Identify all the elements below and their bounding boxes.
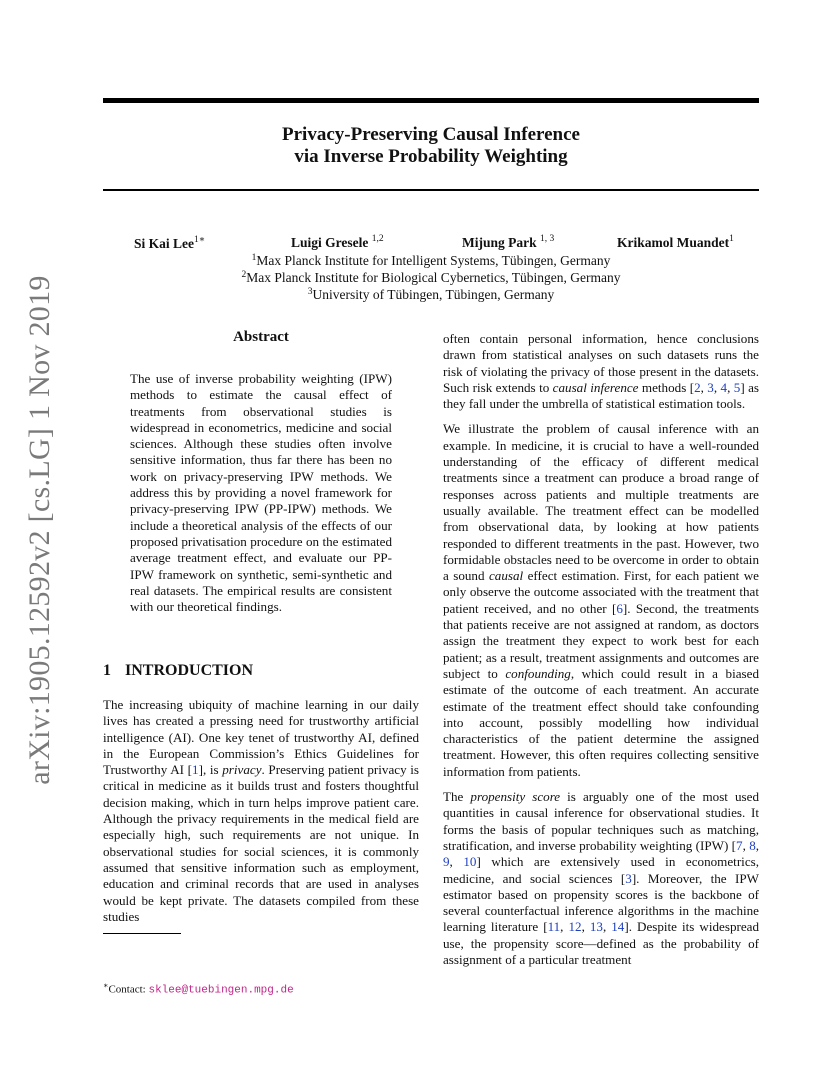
author-name: Si Kai Lee bbox=[134, 236, 194, 251]
text-run: often contain personal information, hence conclusions drawn from statistical analyses on such datasets runs the risk of violating the privacy of those present in the datasets. Such risk extends to bbox=[443, 331, 759, 395]
citation-link[interactable]: 8 bbox=[749, 837, 756, 853]
affiliation-3 bbox=[103, 284, 759, 303]
text-run: ]. Despite its widespread use, the propensity score—defined as the probability of assignment of a particular treatment bbox=[443, 919, 760, 967]
paper-title bbox=[103, 124, 759, 168]
text-run: ]. Moreover, the IPW estimator based on propensity scores is the backbone of several counterfactual inference algorithms in the machine learning literature [ bbox=[443, 870, 759, 935]
footnote bbox=[103, 981, 294, 997]
author-name: Luigi Gresele bbox=[291, 235, 369, 250]
text-run: ] which are extensively used in econometrics, medicine, and social sciences [ bbox=[443, 854, 759, 886]
author-affiliation-mark: 1, 3 bbox=[540, 234, 555, 244]
text-run: . Preserving patient privacy is critical in medicine as it builds trust and fosters thoughtful decision making, which in turn helps improve patient care. Although the privacy requirements in the medical field are especially high, such requirements are not unique. In observational studies for social sciences, it is commonly assumed that sensitive information such as employment, education and criminal records that are used in analyses would be kept private. The datasets compiled from these studies bbox=[103, 762, 420, 924]
affiliation-text: Max Planck Institute for Intelligent Systems, Tübingen, Germany bbox=[256, 253, 611, 268]
citation-link[interactable]: 2 bbox=[694, 379, 701, 395]
text-run: effect estimation. First, for each patient we only observe the outcome associated with the treatment that patient received, and no other [ bbox=[443, 568, 759, 616]
text-run: , which could result in a biased estimate of the outcome of each treatment. An accurate estimate of the treatment effect should take confounding into account, possibly modelling how individual characteristics of the patient determine the assigned treatment. However, this often requires collecting sensitive information from patients. bbox=[443, 665, 759, 779]
citation-link[interactable]: 9 bbox=[443, 854, 450, 870]
contact-email-link[interactable]: sklee@tuebingen.mpg.de bbox=[148, 984, 294, 997]
text-run: The increasing ubiquity of machine learning in our daily lives has created a pressing need for trustworthy artificial intelligence (AI). One key tenet of trustworthy AI, defined in the European Commission’s Ethics Guidelines for Trustworthy AI [ bbox=[103, 697, 419, 778]
abstract-text: The use of inverse probability weighting (IPW) methods to estimate the causal effect of treatments from observational studies is widespread in econometrics, medicine and social sciences. Although these studies often involve sensitive information, thus far there has been no work on privacy-preserving IPW methods. We address this by providing a novel framework for privacy-preserving IPW (PP-IPW) methods. We include a theoretical analysis of the effects of our proposed privatisation procedure on the estimated average treatment effect, and evaluate our PP-IPW framework on synthetic, semi-synthetic and real datasets. The empirical results are consistent with our theoretical findings. bbox=[130, 371, 392, 615]
emphasis: confounding bbox=[505, 665, 571, 681]
author-luigi-gresele bbox=[291, 234, 384, 251]
author-affiliation-mark: 1 bbox=[729, 234, 734, 244]
footnote-label: Contact: bbox=[108, 983, 149, 996]
title-rule-bottom bbox=[103, 189, 759, 191]
affiliation-text: University of Tübingen, Tübingen, Germany bbox=[312, 287, 555, 302]
citation-link[interactable]: 11 bbox=[547, 919, 561, 935]
author-name: Krikamol Muandet bbox=[617, 235, 730, 250]
citation-link[interactable]: 1 bbox=[192, 762, 199, 778]
citation-link[interactable]: 3 bbox=[707, 379, 714, 395]
footnote-mark: ∗ bbox=[103, 981, 109, 990]
arxiv-identifier: arXiv:1905.12592v2 [cs.LG] 1 Nov 2019 bbox=[23, 275, 56, 785]
author-affiliation-mark: 1,2 bbox=[371, 234, 384, 244]
footnote-rule bbox=[103, 933, 181, 934]
citation-link[interactable]: 12 bbox=[568, 919, 582, 935]
right-paragraph-3: The propensity score is arguably one of the most used quantities in causal inference for observational studies. It forms the basis of popular techniques such as matching, stratification, and inverse probability weighting (IPW) [7, 8, 9, 10] which are extensively used in econometrics, medicine, and social sciences [3]. Moreover, the IPW estimator based on propensity scores is the backbone of several counterfactual inference algorithms in the machine learning literature [11, 12, 13, 14]. Despite its widespread use, the propensity score—defined as the probability of assignment of a particular treatment bbox=[443, 789, 760, 967]
author-krikamol-muandet bbox=[617, 234, 734, 251]
affiliation-mark: 2 bbox=[241, 270, 247, 280]
introduction-body bbox=[103, 697, 419, 934]
affiliation-text: Max Planck Institute for Biological Cybernetics, Tübingen, Germany bbox=[246, 270, 621, 285]
section-heading-introduction bbox=[103, 662, 253, 680]
text-run: is arguably one of the most used quantities in causal inference for observational studies. It forms the basis of popular techniques such as matching, stratification, and inverse probability weighting (IPW) [ bbox=[443, 789, 759, 853]
text-run: methods [ bbox=[638, 379, 695, 395]
citation-link[interactable]: 7 bbox=[736, 837, 743, 853]
citation-link[interactable]: 10 bbox=[463, 854, 477, 870]
title-line-2: via Inverse Probability Weighting bbox=[294, 146, 568, 167]
section-title: INTRODUCTION bbox=[125, 662, 254, 679]
right-paragraph-1: often contain personal information, hence conclusions drawn from statistical analyses on such datasets runs the risk of violating the privacy of those present in the datasets. Such risk extends to causal inference methods [2, 3, 4, 5] as they fall under the umbrella of statistical estimation tools. bbox=[443, 331, 759, 412]
right-column bbox=[443, 331, 759, 977]
emphasis: propensity score bbox=[470, 789, 561, 805]
citation-link[interactable]: 6 bbox=[616, 600, 623, 616]
text-run: The bbox=[443, 789, 471, 805]
citation-link[interactable]: 14 bbox=[611, 919, 625, 935]
author-mijung-park bbox=[462, 234, 554, 251]
affiliation-mark: 1 bbox=[251, 253, 257, 263]
text-run: We illustrate the problem of causal inference with an example. In medicine, it is crucial to have a well-rounded understanding of the efficacy of different medical treatments since a treatment can produce a broad range of responses across patients and multiple treatments are usually available. The treatment effect can be modelled from observational data, by looking at how patients responded to different treatments in the past. However, two formidable obstacles need to be overcome in order to obtain a sound bbox=[443, 421, 759, 584]
citation-link[interactable]: 13 bbox=[589, 919, 603, 935]
text-run: ] as they fall under the umbrella of statistical estimation tools. bbox=[443, 379, 759, 412]
author-affiliation-mark: 1∗ bbox=[194, 235, 206, 245]
right-paragraph-2 bbox=[443, 421, 759, 780]
emphasis: causal inference bbox=[552, 379, 639, 395]
author-name: Mijung Park bbox=[462, 235, 537, 250]
citation-link[interactable]: 5 bbox=[733, 379, 741, 395]
emphasis: privacy bbox=[222, 762, 262, 778]
title-line-1: Privacy-Preserving Causal Inference bbox=[282, 124, 580, 145]
citation-link[interactable]: 3 bbox=[625, 870, 632, 886]
affiliation-mark: 3 bbox=[307, 287, 313, 297]
text-run: ], is bbox=[198, 762, 223, 778]
emphasis: causal bbox=[488, 568, 524, 584]
text-run: ]. Second, the treatments that patients receive are not assigned at random, as doctors assign the treatment they expect to work best for each patient; as a result, treatment assignments and outcomes are subject to bbox=[443, 600, 759, 681]
section-number: 1 bbox=[103, 662, 111, 679]
title-rule-top bbox=[103, 98, 759, 103]
abstract-heading: Abstract bbox=[233, 329, 289, 345]
citation-link[interactable]: 4 bbox=[720, 379, 728, 395]
intro-paragraph-1 bbox=[103, 697, 419, 925]
